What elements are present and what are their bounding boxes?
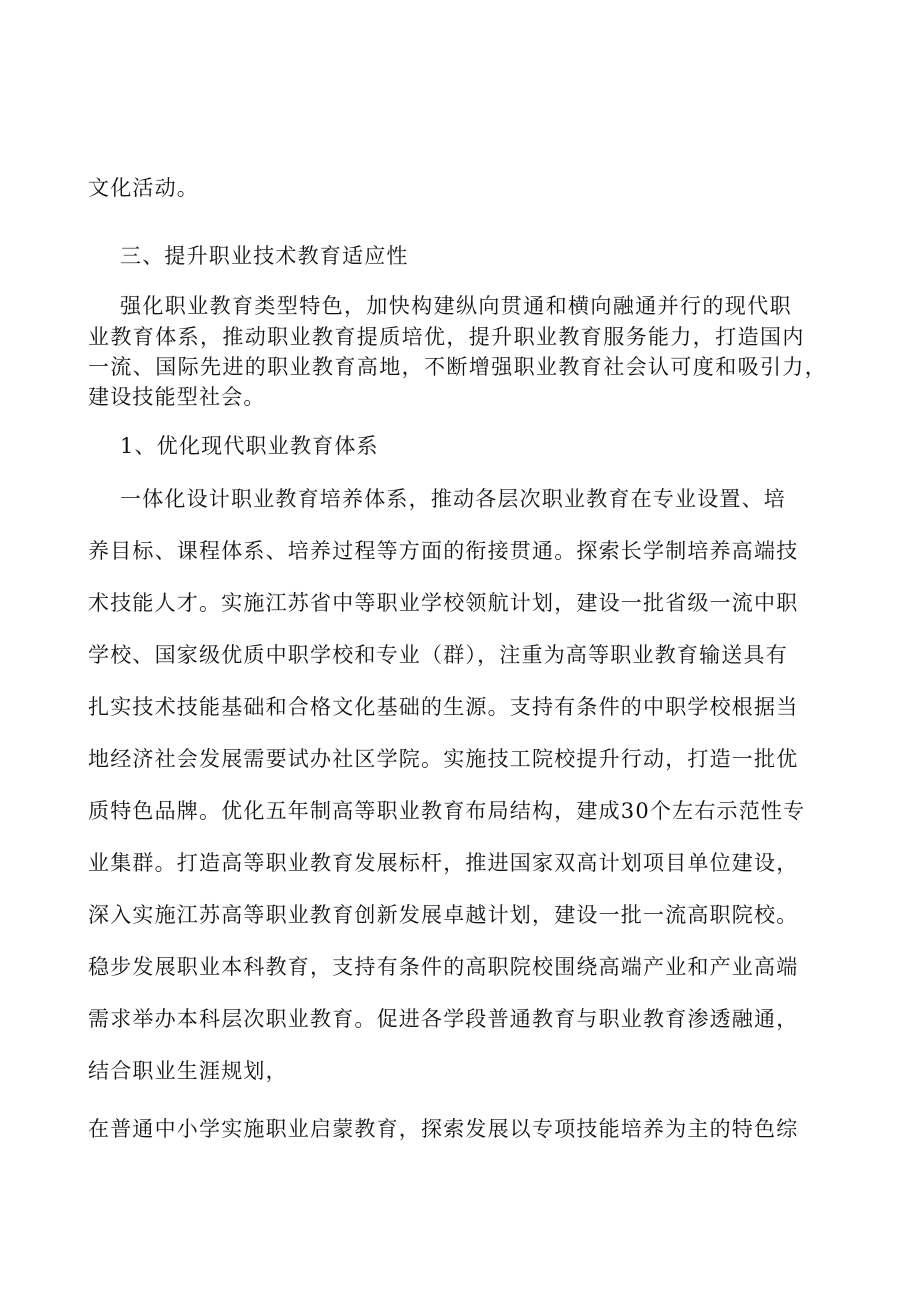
paragraph-line: 术技能人才。实施江苏省中等职业学校领航计划，建设一批省级一流中职 xyxy=(88,591,799,615)
paragraph-line: 稳步发展职业本科教育，支持有条件的高职院校围绕高端产业和产业高端 xyxy=(88,955,799,979)
subsection-heading: 1、优化现代职业教育体系 xyxy=(120,434,379,458)
paragraph-line: 质特色品牌。优化五年制高等职业教育布局结构，建成30个左右示范性专 xyxy=(88,799,806,823)
paragraph-line: 业集群。打造高等职业教育发展标杆，推进国家双高计划项目单位建设， xyxy=(88,851,799,875)
paragraph-line: 扎实技术技能基础和合格文化基础的生源。支持有条件的中职学校根据当 xyxy=(88,695,799,719)
paragraph-line: 一体化设计职业教育培养体系，推动各层次职业教育在专业设置、培 xyxy=(120,487,786,511)
paragraph-fragment: 文化活动。 xyxy=(88,176,199,200)
paragraph-line: 地经济社会发展需要试办社区学院。实施技工院校提升行动，打造一批优 xyxy=(88,747,799,771)
paragraph-line: 结合职业生涯规划， xyxy=(88,1059,288,1083)
paragraph-line: 业教育体系，推动职业教育提质培优，提升职业教育服务能力，打造国内 xyxy=(88,325,805,349)
paragraph-line: 养目标、课程体系、培养过程等方面的衔接贯通。探索长学制培养高端技 xyxy=(88,539,799,563)
paragraph-line: 在普通中小学实施职业启蒙教育，探索发展以专项技能培养为主的特色综 xyxy=(88,1117,799,1141)
paragraph-line: 强化职业教育类型特色，加快构建纵向贯通和横向融通并行的现代职 xyxy=(120,294,792,318)
paragraph-line: 深入实施江苏高等职业教育创新发展卓越计划，建设一批一流高职院校。 xyxy=(88,903,799,927)
paragraph-line: 需求举办本科层次职业教育。促进各学段普通教育与职业教育渗透融通， xyxy=(88,1007,799,1031)
paragraph-line: 建设技能型社会。 xyxy=(88,385,266,409)
paragraph-line: 学校、国家级优质中职学校和专业（群），注重为高等职业教育输送具有 xyxy=(88,643,788,667)
section-heading: 三、提升职业技术教育适应性 xyxy=(120,244,409,268)
paragraph-line: 一流、国际先进的职业教育高地，不断增强职业教育社会认可度和吸引力， xyxy=(88,355,828,379)
